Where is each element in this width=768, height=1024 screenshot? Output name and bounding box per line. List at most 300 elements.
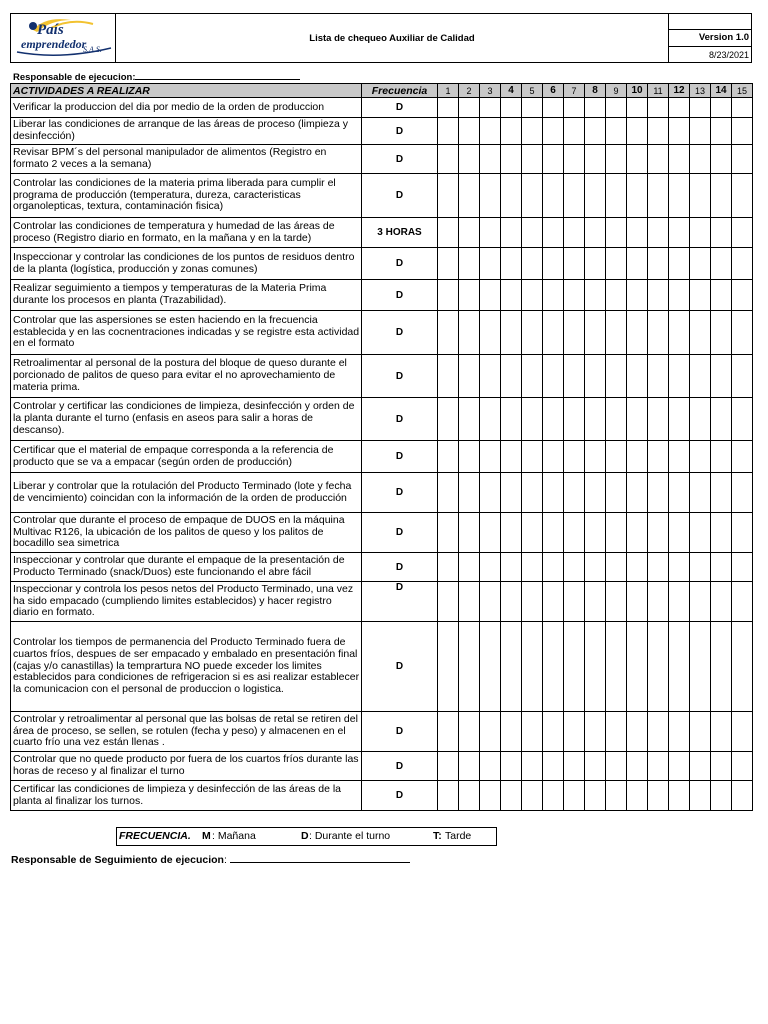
check-cell-day-15[interactable]	[732, 280, 753, 311]
check-cell-day-1[interactable]	[438, 513, 459, 553]
column-header-day-11: 11	[648, 84, 669, 98]
check-cell-day-6[interactable]	[543, 752, 564, 781]
check-cell-day-2[interactable]	[459, 582, 480, 622]
check-cell-day-13[interactable]	[690, 355, 711, 398]
check-cell-day-2[interactable]	[459, 398, 480, 441]
check-cell-day-11[interactable]	[648, 280, 669, 311]
check-cell-day-14[interactable]	[711, 280, 732, 311]
check-cell-day-5[interactable]	[522, 752, 543, 781]
check-cell-day-1[interactable]	[438, 752, 459, 781]
check-cell-day-4[interactable]	[501, 781, 522, 811]
check-cell-day-7[interactable]	[564, 355, 585, 398]
check-cell-day-15[interactable]	[732, 441, 753, 473]
check-cell-day-5[interactable]	[522, 174, 543, 218]
check-cell-day-6[interactable]	[543, 582, 564, 622]
check-cell-day-6[interactable]	[543, 622, 564, 712]
check-cell-day-2[interactable]	[459, 781, 480, 811]
check-cell-day-2[interactable]	[459, 311, 480, 355]
check-cell-day-15[interactable]	[732, 582, 753, 622]
check-cell-day-3[interactable]	[480, 622, 501, 712]
check-cell-day-3[interactable]	[480, 118, 501, 145]
check-cell-day-5[interactable]	[522, 582, 543, 622]
check-cell-day-9[interactable]	[606, 441, 627, 473]
check-cell-day-14[interactable]	[711, 553, 732, 582]
check-cell-day-12[interactable]	[669, 218, 690, 248]
check-cell-day-11[interactable]	[648, 398, 669, 441]
check-cell-day-11[interactable]	[648, 752, 669, 781]
check-cell-day-1[interactable]	[438, 145, 459, 174]
check-cell-day-12[interactable]	[669, 712, 690, 752]
check-cell-day-6[interactable]	[543, 781, 564, 811]
check-cell-day-4[interactable]	[501, 582, 522, 622]
check-cell-day-9[interactable]	[606, 513, 627, 553]
check-cell-day-8[interactable]	[585, 398, 606, 441]
check-cell-day-2[interactable]	[459, 622, 480, 712]
check-cell-day-9[interactable]	[606, 553, 627, 582]
check-cell-day-15[interactable]	[732, 118, 753, 145]
check-cell-day-3[interactable]	[480, 582, 501, 622]
table-row	[11, 174, 753, 218]
check-cell-day-7[interactable]	[564, 145, 585, 174]
check-cell-day-7[interactable]	[564, 248, 585, 280]
check-cell-day-2[interactable]	[459, 98, 480, 118]
check-cell-day-8[interactable]	[585, 582, 606, 622]
check-cell-day-14[interactable]	[711, 398, 732, 441]
check-cell-day-15[interactable]	[732, 752, 753, 781]
check-cell-day-4[interactable]	[501, 355, 522, 398]
check-cell-day-13[interactable]	[690, 553, 711, 582]
check-cell-day-2[interactable]	[459, 145, 480, 174]
check-cell-day-14[interactable]	[711, 145, 732, 174]
check-cell-day-8[interactable]	[585, 622, 606, 712]
check-cell-day-5[interactable]	[522, 473, 543, 513]
check-cell-day-10[interactable]	[627, 398, 648, 441]
check-cell-day-12[interactable]	[669, 145, 690, 174]
check-cell-day-8[interactable]	[585, 174, 606, 218]
check-cell-day-1[interactable]	[438, 553, 459, 582]
check-cell-day-10[interactable]	[627, 311, 648, 355]
activity-cell: Controlar que durante el proceso de empaque de DUOS en la máquina Multivac R126, la ubicación de los palitos de queso y los palitos de bocadillo sea simetrica	[11, 513, 362, 553]
check-cell-day-4[interactable]	[501, 118, 522, 145]
check-cell-day-11[interactable]	[648, 473, 669, 513]
check-cell-day-13[interactable]	[690, 218, 711, 248]
check-cell-day-1[interactable]	[438, 98, 459, 118]
check-cell-day-3[interactable]	[480, 398, 501, 441]
check-cell-day-5[interactable]	[522, 553, 543, 582]
check-cell-day-10[interactable]	[627, 248, 648, 280]
frequency-cell: D	[362, 473, 438, 513]
check-cell-day-7[interactable]	[564, 280, 585, 311]
check-cell-day-5[interactable]	[522, 218, 543, 248]
check-cell-day-15[interactable]	[732, 553, 753, 582]
check-cell-day-10[interactable]	[627, 355, 648, 398]
legend-text-d: : Durante el turno	[309, 830, 391, 842]
check-cell-day-9[interactable]	[606, 582, 627, 622]
check-cell-day-6[interactable]	[543, 174, 564, 218]
check-cell-day-12[interactable]	[669, 781, 690, 811]
check-cell-day-4[interactable]	[501, 622, 522, 712]
check-cell-day-8[interactable]	[585, 280, 606, 311]
check-cell-day-5[interactable]	[522, 311, 543, 355]
check-cell-day-3[interactable]	[480, 441, 501, 473]
check-cell-day-9[interactable]	[606, 398, 627, 441]
check-cell-day-10[interactable]	[627, 118, 648, 145]
check-cell-day-11[interactable]	[648, 218, 669, 248]
check-cell-day-3[interactable]	[480, 712, 501, 752]
check-cell-day-10[interactable]	[627, 553, 648, 582]
check-cell-day-9[interactable]	[606, 248, 627, 280]
check-cell-day-4[interactable]	[501, 473, 522, 513]
check-cell-day-12[interactable]	[669, 553, 690, 582]
check-cell-day-14[interactable]	[711, 218, 732, 248]
check-cell-day-5[interactable]	[522, 441, 543, 473]
check-cell-day-14[interactable]	[711, 248, 732, 280]
check-cell-day-13[interactable]	[690, 248, 711, 280]
check-cell-day-3[interactable]	[480, 473, 501, 513]
check-cell-day-10[interactable]	[627, 712, 648, 752]
check-cell-day-1[interactable]	[438, 712, 459, 752]
check-cell-day-7[interactable]	[564, 441, 585, 473]
check-cell-day-11[interactable]	[648, 712, 669, 752]
check-cell-day-14[interactable]	[711, 781, 732, 811]
check-cell-day-7[interactable]	[564, 582, 585, 622]
check-cell-day-7[interactable]	[564, 118, 585, 145]
check-cell-day-1[interactable]	[438, 218, 459, 248]
check-cell-day-13[interactable]	[690, 582, 711, 622]
column-header-day-15: 15	[732, 84, 753, 98]
check-cell-day-9[interactable]	[606, 622, 627, 712]
check-cell-day-11[interactable]	[648, 553, 669, 582]
check-cell-day-10[interactable]	[627, 781, 648, 811]
check-cell-day-7[interactable]	[564, 311, 585, 355]
check-cell-day-6[interactable]	[543, 355, 564, 398]
check-cell-day-1[interactable]	[438, 582, 459, 622]
check-cell-day-7[interactable]	[564, 553, 585, 582]
check-cell-day-11[interactable]	[648, 441, 669, 473]
check-cell-day-8[interactable]	[585, 355, 606, 398]
check-cell-day-11[interactable]	[648, 145, 669, 174]
check-cell-day-6[interactable]	[543, 311, 564, 355]
check-cell-day-14[interactable]	[711, 174, 732, 218]
table-row	[11, 355, 753, 398]
check-cell-day-15[interactable]	[732, 398, 753, 441]
check-cell-day-8[interactable]	[585, 513, 606, 553]
check-cell-day-10[interactable]	[627, 218, 648, 248]
check-cell-day-8[interactable]	[585, 441, 606, 473]
check-cell-day-14[interactable]	[711, 622, 732, 712]
check-cell-day-13[interactable]	[690, 174, 711, 218]
check-cell-day-5[interactable]	[522, 712, 543, 752]
check-cell-day-9[interactable]	[606, 473, 627, 513]
check-cell-day-13[interactable]	[690, 513, 711, 553]
check-cell-day-12[interactable]	[669, 752, 690, 781]
check-cell-day-7[interactable]	[564, 174, 585, 218]
check-cell-day-3[interactable]	[480, 752, 501, 781]
check-cell-day-7[interactable]	[564, 712, 585, 752]
check-cell-day-3[interactable]	[480, 513, 501, 553]
check-cell-day-11[interactable]	[648, 174, 669, 218]
check-cell-day-11[interactable]	[648, 118, 669, 145]
check-cell-day-11[interactable]	[648, 248, 669, 280]
check-cell-day-13[interactable]	[690, 280, 711, 311]
check-cell-day-4[interactable]	[501, 712, 522, 752]
check-cell-day-2[interactable]	[459, 513, 480, 553]
check-cell-day-3[interactable]	[480, 311, 501, 355]
check-cell-day-8[interactable]	[585, 98, 606, 118]
check-cell-day-1[interactable]	[438, 311, 459, 355]
check-cell-day-3[interactable]	[480, 218, 501, 248]
check-cell-day-14[interactable]	[711, 513, 732, 553]
check-cell-day-15[interactable]	[732, 622, 753, 712]
check-cell-day-11[interactable]	[648, 98, 669, 118]
check-cell-day-2[interactable]	[459, 280, 480, 311]
check-cell-day-8[interactable]	[585, 145, 606, 174]
check-cell-day-10[interactable]	[627, 622, 648, 712]
check-cell-day-9[interactable]	[606, 712, 627, 752]
check-cell-day-6[interactable]	[543, 712, 564, 752]
check-cell-day-10[interactable]	[627, 582, 648, 622]
check-cell-day-12[interactable]	[669, 174, 690, 218]
check-cell-day-5[interactable]	[522, 513, 543, 553]
check-cell-day-14[interactable]	[711, 311, 732, 355]
check-cell-day-14[interactable]	[711, 752, 732, 781]
check-cell-day-2[interactable]	[459, 218, 480, 248]
check-cell-day-9[interactable]	[606, 118, 627, 145]
check-cell-day-15[interactable]	[732, 513, 753, 553]
check-cell-day-9[interactable]	[606, 781, 627, 811]
check-cell-day-3[interactable]	[480, 553, 501, 582]
check-cell-day-11[interactable]	[648, 582, 669, 622]
check-cell-day-15[interactable]	[732, 355, 753, 398]
check-cell-day-6[interactable]	[543, 145, 564, 174]
check-cell-day-1[interactable]	[438, 398, 459, 441]
check-cell-day-8[interactable]	[585, 118, 606, 145]
check-cell-day-12[interactable]	[669, 311, 690, 355]
check-cell-day-5[interactable]	[522, 355, 543, 398]
check-cell-day-6[interactable]	[543, 398, 564, 441]
check-cell-day-11[interactable]	[648, 622, 669, 712]
check-cell-day-12[interactable]	[669, 280, 690, 311]
check-cell-day-1[interactable]	[438, 622, 459, 712]
check-cell-day-2[interactable]	[459, 118, 480, 145]
check-cell-day-14[interactable]	[711, 98, 732, 118]
check-cell-day-15[interactable]	[732, 712, 753, 752]
check-cell-day-13[interactable]	[690, 98, 711, 118]
check-cell-day-4[interactable]	[501, 398, 522, 441]
check-cell-day-2[interactable]	[459, 752, 480, 781]
check-cell-day-7[interactable]	[564, 218, 585, 248]
check-cell-day-7[interactable]	[564, 752, 585, 781]
check-cell-day-15[interactable]	[732, 98, 753, 118]
check-cell-day-4[interactable]	[501, 311, 522, 355]
check-cell-day-5[interactable]	[522, 398, 543, 441]
check-cell-day-4[interactable]	[501, 752, 522, 781]
check-cell-day-9[interactable]	[606, 355, 627, 398]
check-cell-day-9[interactable]	[606, 98, 627, 118]
check-cell-day-3[interactable]	[480, 781, 501, 811]
check-cell-day-2[interactable]	[459, 174, 480, 218]
check-cell-day-14[interactable]	[711, 712, 732, 752]
activity-cell: Verificar la produccion del dia por medio de la orden de produccion	[11, 98, 362, 118]
check-cell-day-6[interactable]	[543, 248, 564, 280]
check-cell-day-8[interactable]	[585, 311, 606, 355]
check-cell-day-4[interactable]	[501, 248, 522, 280]
check-cell-day-8[interactable]	[585, 218, 606, 248]
check-cell-day-13[interactable]	[690, 622, 711, 712]
check-cell-day-9[interactable]	[606, 311, 627, 355]
check-cell-day-2[interactable]	[459, 248, 480, 280]
responsable-ejecucion-signature-line[interactable]	[135, 70, 300, 80]
check-cell-day-12[interactable]	[669, 513, 690, 553]
check-cell-day-10[interactable]	[627, 473, 648, 513]
check-cell-day-1[interactable]	[438, 248, 459, 280]
check-cell-day-6[interactable]	[543, 118, 564, 145]
check-cell-day-10[interactable]	[627, 98, 648, 118]
check-cell-day-1[interactable]	[438, 355, 459, 398]
check-cell-day-6[interactable]	[543, 473, 564, 513]
check-cell-day-5[interactable]	[522, 98, 543, 118]
check-cell-day-3[interactable]	[480, 248, 501, 280]
table-row	[11, 582, 753, 622]
check-cell-day-5[interactable]	[522, 145, 543, 174]
check-cell-day-6[interactable]	[543, 218, 564, 248]
check-cell-day-15[interactable]	[732, 145, 753, 174]
check-cell-day-1[interactable]	[438, 280, 459, 311]
check-cell-day-10[interactable]	[627, 441, 648, 473]
check-cell-day-8[interactable]	[585, 473, 606, 513]
activity-cell: Controlar los tiempos de permanencia del Producto Terminado fuera de cuartos fríos, despues de ser empacado y embalado en presentación final (cajas y/o canastillas) la temprartura NO puede exceder los limites establecidos para condiciones de refrigeracion si es asi realizar establecer la comunicacion con el personal de produccion o logistica.	[11, 622, 362, 712]
responsable-seguimiento	[11, 852, 410, 866]
check-cell-day-10[interactable]	[627, 145, 648, 174]
check-cell-day-1[interactable]	[438, 174, 459, 218]
check-cell-day-9[interactable]	[606, 752, 627, 781]
check-cell-day-9[interactable]	[606, 145, 627, 174]
check-cell-day-12[interactable]	[669, 248, 690, 280]
check-cell-day-13[interactable]	[690, 473, 711, 513]
check-cell-day-8[interactable]	[585, 553, 606, 582]
check-cell-day-3[interactable]	[480, 145, 501, 174]
check-cell-day-15[interactable]	[732, 174, 753, 218]
check-cell-day-14[interactable]	[711, 441, 732, 473]
check-cell-day-13[interactable]	[690, 712, 711, 752]
check-cell-day-12[interactable]	[669, 582, 690, 622]
check-cell-day-1[interactable]	[438, 781, 459, 811]
check-cell-day-4[interactable]	[501, 145, 522, 174]
check-cell-day-7[interactable]	[564, 398, 585, 441]
check-cell-day-13[interactable]	[690, 398, 711, 441]
check-cell-day-5[interactable]	[522, 280, 543, 311]
check-cell-day-13[interactable]	[690, 145, 711, 174]
check-cell-day-14[interactable]	[711, 582, 732, 622]
check-cell-day-2[interactable]	[459, 355, 480, 398]
check-cell-day-8[interactable]	[585, 248, 606, 280]
check-cell-day-11[interactable]	[648, 355, 669, 398]
check-cell-day-12[interactable]	[669, 118, 690, 145]
check-cell-day-13[interactable]	[690, 118, 711, 145]
check-cell-day-14[interactable]	[711, 118, 732, 145]
check-cell-day-7[interactable]	[564, 622, 585, 712]
check-cell-day-4[interactable]	[501, 280, 522, 311]
check-cell-day-4[interactable]	[501, 441, 522, 473]
check-cell-day-2[interactable]	[459, 712, 480, 752]
table-row	[11, 752, 753, 781]
check-cell-day-7[interactable]	[564, 781, 585, 811]
check-cell-day-12[interactable]	[669, 398, 690, 441]
check-cell-day-3[interactable]	[480, 98, 501, 118]
check-cell-day-11[interactable]	[648, 513, 669, 553]
check-cell-day-15[interactable]	[732, 473, 753, 513]
check-cell-day-4[interactable]	[501, 513, 522, 553]
check-cell-day-7[interactable]	[564, 98, 585, 118]
check-cell-day-10[interactable]	[627, 280, 648, 311]
check-cell-day-1[interactable]	[438, 441, 459, 473]
check-cell-day-1[interactable]	[438, 473, 459, 513]
check-cell-day-1[interactable]	[438, 118, 459, 145]
check-cell-day-10[interactable]	[627, 513, 648, 553]
check-cell-day-3[interactable]	[480, 355, 501, 398]
check-cell-day-15[interactable]	[732, 311, 753, 355]
check-cell-day-14[interactable]	[711, 355, 732, 398]
check-cell-day-8[interactable]	[585, 752, 606, 781]
check-cell-day-3[interactable]	[480, 174, 501, 218]
check-cell-day-13[interactable]	[690, 441, 711, 473]
check-cell-day-6[interactable]	[543, 98, 564, 118]
check-cell-day-11[interactable]	[648, 311, 669, 355]
check-cell-day-14[interactable]	[711, 473, 732, 513]
check-cell-day-12[interactable]	[669, 355, 690, 398]
check-cell-day-5[interactable]	[522, 248, 543, 280]
check-cell-day-5[interactable]	[522, 118, 543, 145]
check-cell-day-2[interactable]	[459, 441, 480, 473]
check-cell-day-4[interactable]	[501, 553, 522, 582]
check-cell-day-12[interactable]	[669, 441, 690, 473]
check-cell-day-9[interactable]	[606, 174, 627, 218]
table-row	[11, 398, 753, 441]
check-cell-day-6[interactable]	[543, 280, 564, 311]
check-cell-day-2[interactable]	[459, 553, 480, 582]
check-cell-day-5[interactable]	[522, 781, 543, 811]
check-cell-day-13[interactable]	[690, 752, 711, 781]
check-cell-day-3[interactable]	[480, 280, 501, 311]
check-cell-day-12[interactable]	[669, 473, 690, 513]
check-cell-day-12[interactable]	[669, 98, 690, 118]
check-cell-day-8[interactable]	[585, 712, 606, 752]
check-cell-day-9[interactable]	[606, 218, 627, 248]
check-cell-day-11[interactable]	[648, 781, 669, 811]
check-cell-day-15[interactable]	[732, 781, 753, 811]
check-cell-day-4[interactable]	[501, 174, 522, 218]
check-cell-day-5[interactable]	[522, 622, 543, 712]
check-cell-day-6[interactable]	[543, 513, 564, 553]
check-cell-day-12[interactable]	[669, 622, 690, 712]
check-cell-day-8[interactable]	[585, 781, 606, 811]
check-cell-day-7[interactable]	[564, 513, 585, 553]
check-cell-day-6[interactable]	[543, 553, 564, 582]
check-cell-day-10[interactable]	[627, 752, 648, 781]
check-cell-day-10[interactable]	[627, 174, 648, 218]
responsable-seguimiento-signature-line[interactable]	[230, 852, 410, 863]
check-cell-day-7[interactable]	[564, 473, 585, 513]
check-cell-day-9[interactable]	[606, 280, 627, 311]
check-cell-day-13[interactable]	[690, 781, 711, 811]
check-cell-day-15[interactable]	[732, 248, 753, 280]
check-cell-day-2[interactable]	[459, 473, 480, 513]
check-cell-day-13[interactable]	[690, 311, 711, 355]
check-cell-day-15[interactable]	[732, 218, 753, 248]
check-cell-day-6[interactable]	[543, 441, 564, 473]
check-cell-day-4[interactable]	[501, 218, 522, 248]
check-cell-day-4[interactable]	[501, 98, 522, 118]
